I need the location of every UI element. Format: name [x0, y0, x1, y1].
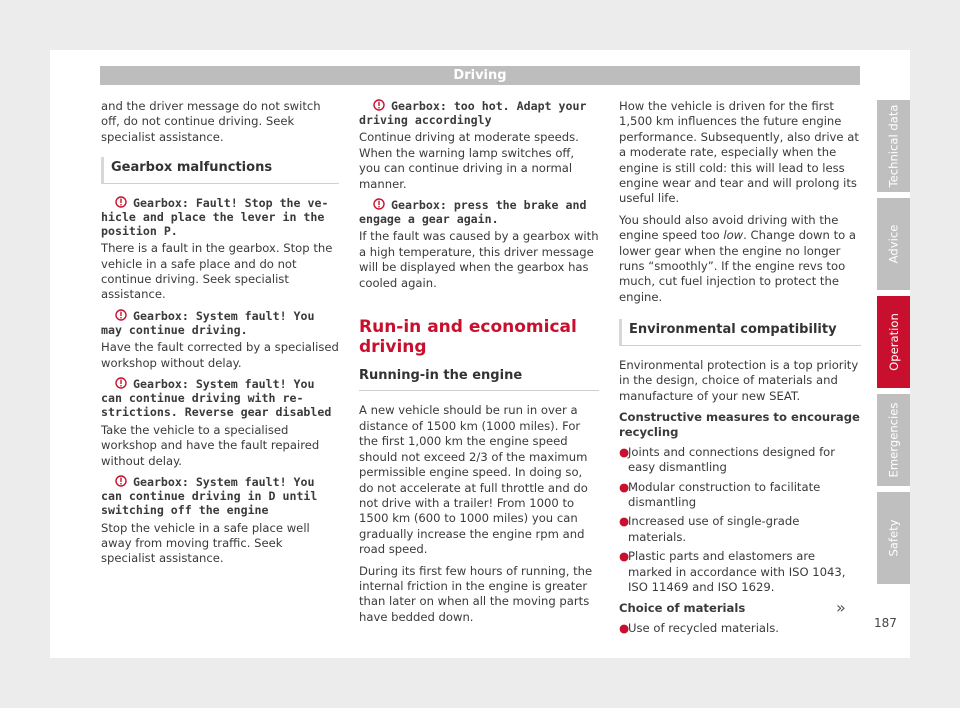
tab-operation[interactable]: Operation: [877, 296, 910, 388]
list-item: ● Plastic parts and elastomers are marked in accordance with ISO 1043, ISO 11469 and ISO 1629.: [619, 549, 846, 594]
warning-icon: [373, 198, 385, 212]
column-2: [359, 99, 599, 631]
message-4: Gearbox: System fault! You can continue driving in D until switching off the engine: [101, 474, 318, 518]
warning-icon: [115, 196, 127, 210]
body-text: If the fault was caused by a gearbox with a high temperature, this driver message will be displayed when the gearbox has cooled again.: [359, 229, 599, 290]
bullet-icon: ●: [619, 620, 630, 635]
subheading-environmental: Environmental compatibility: [619, 319, 861, 345]
body-text: How the vehicle is driven for the first 1,500 km influences the future engine performance. Subsequently, also drive at a moderate rate, especially when the engine is still cold: this will lead to less engine wear and tear and will prolong its useful life.: [619, 99, 859, 206]
message-6: Gearbox: press the brake and engage a gear again.: [359, 198, 587, 227]
warning-icon: [115, 475, 127, 489]
bullet-icon: ●: [619, 514, 630, 529]
bullet-icon: ●: [619, 479, 630, 494]
intro-text: and the driver message do not switch off, do not continue driving. Seek specialist assistance.: [101, 99, 321, 144]
message-5: Gearbox: too hot. Adapt your driving accordingly: [359, 99, 587, 128]
list-item: ● Joints and connections designed for easy dismantling: [619, 444, 836, 475]
warning-icon: [115, 377, 127, 391]
bold-heading: Choice of materials: [619, 601, 746, 616]
column-3: [619, 99, 861, 640]
bullet-icon: ●: [619, 549, 630, 564]
subheading-running-in: Running-in the engine: [359, 365, 599, 391]
section-header: Driving: [100, 66, 860, 85]
tab-technical-data[interactable]: Technical data: [877, 100, 910, 192]
message-2: Gearbox: System fault! You may continue driving.: [101, 308, 315, 338]
message-1: Gearbox: Fault! Stop the vehicle and place the lever in the position P.: [101, 195, 329, 239]
page-number: 187: [874, 616, 897, 630]
list-item: ● Increased use of single-grade materials.: [619, 514, 800, 544]
warning-icon: [373, 99, 385, 113]
body-text: There is a fault in the gearbox. Stop the vehicle in a safe place and do not continue driving. Seek specialist assistance.: [101, 241, 333, 302]
body-text: A new vehicle should be run in over a distance of 1500 km (1000 miles). For the first 1,000 km the engine speed should not exceed 2/3 of the maximum permissible engine speed. In doing so, do not accelerate at full throttle and do not drive with a trailer! From 1000 to 1500 km (600 to 1000 miles) you can gradually increase the engine rpm and road speed.: [359, 403, 588, 557]
body-text: Continue driving at moderate speeds. When the warning lamp switches off, you can continue driving in a normal manner.: [359, 130, 579, 191]
list-item: ● Use of recycled materials.: [619, 620, 779, 635]
tab-safety[interactable]: Safety: [877, 492, 910, 584]
subheading-gearbox-malfunctions: Gearbox malfunctions: [101, 157, 339, 183]
list-item: ● Modular construction to facilitate dismantling: [619, 479, 821, 509]
body-text: Stop the vehicle in a safe place well away from moving traffic. Seek specialist assistance.: [101, 520, 310, 566]
bold-heading: Constructive measures to encourage recycling: [619, 409, 860, 440]
column-1: [101, 99, 339, 573]
body-text: Environmental protection is a top priority in the design, choice of materials and manufacture of your new SEAT.: [619, 357, 859, 403]
body-text: You should also avoid driving with the engine speed too low. Change down to a lower gear when the engine no longer runs “smoothly”. If the engine revs too much, cut fuel injection to protect the engine.: [619, 212, 856, 304]
warning-icon: [115, 309, 127, 323]
heading-run-in: Run-in and economical driving: [359, 317, 577, 358]
continue-arrow-icon: »: [836, 598, 846, 617]
bullet-icon: ●: [619, 444, 630, 459]
body-text: During its first few hours of running, the internal friction in the engine is greater than later on when all the moving parts have bedded down.: [359, 563, 593, 624]
body-text: Take the vehicle to a specialised workshop and have the fault repaired without delay.: [101, 422, 320, 468]
body-text: Have the fault corrected by a specialised workshop without delay.: [101, 340, 339, 370]
tab-advice[interactable]: Advice: [877, 198, 910, 290]
tab-emergencies[interactable]: Emergencies: [877, 394, 910, 486]
message-3: Gearbox: System fault! You can continue driving with restrictions. Reverse gear disabled: [101, 377, 332, 420]
